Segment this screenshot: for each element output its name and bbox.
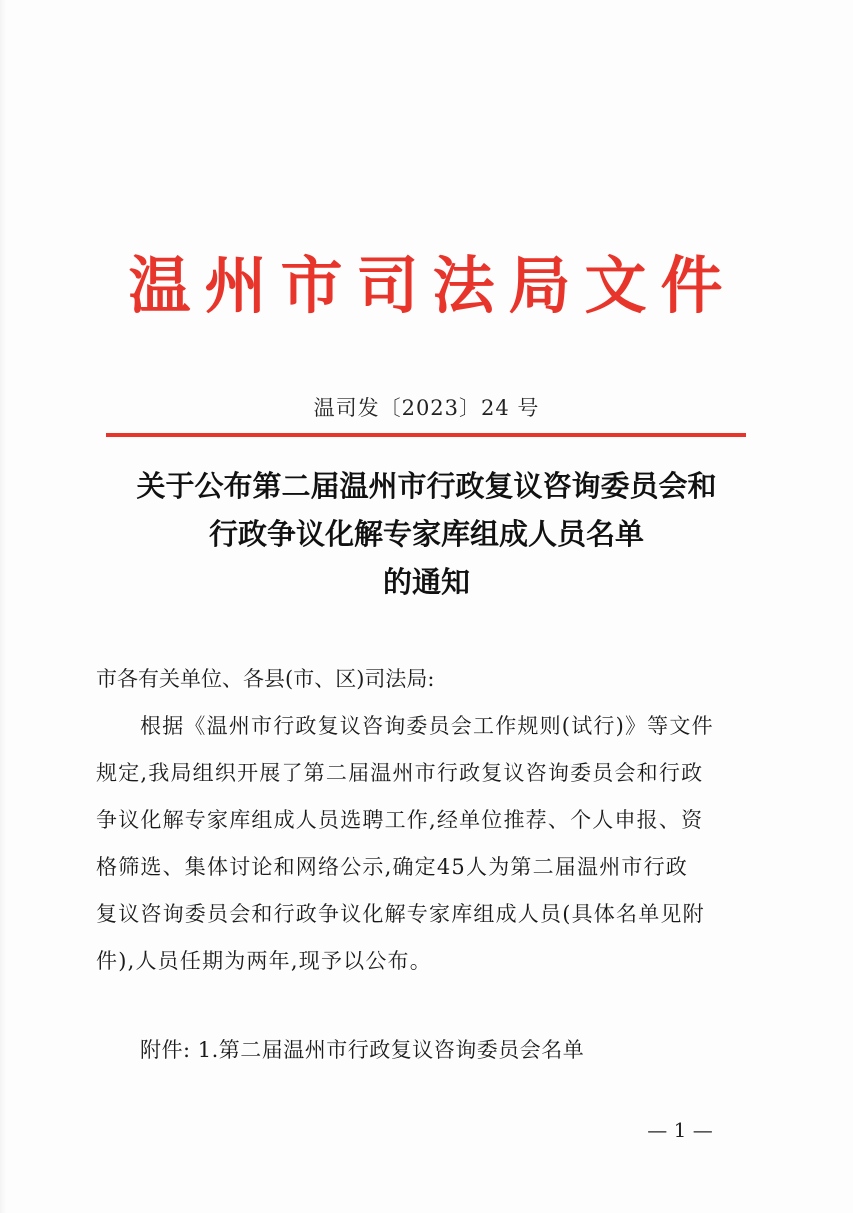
agency-header-title: 温州市司法局文件 <box>128 249 737 322</box>
document-number: 温司发〔2023〕24 号 <box>313 396 540 420</box>
red-divider-line <box>106 433 746 437</box>
addressee: 市各有关单位、各县(市、区)司法局: <box>96 667 435 691</box>
paragraph-line-3: 争议化解专家库组成人员选聘工作,经单位推荐、个人申报、资 <box>96 808 704 832</box>
paragraph-line-5: 复议咨询委员会和行政争议化解专家库组成人员(具体名单见附 <box>96 902 705 926</box>
notice-title <box>80 462 773 606</box>
paragraph-line-6: 件),人员任期为两年,现予以公布。 <box>96 949 432 973</box>
notice-body <box>96 656 756 985</box>
page-number: — 1 — <box>647 1118 713 1142</box>
attachment-line: 附件: 1.第二届温州市行政复议咨询委员会名单 <box>140 1038 585 1062</box>
notice-title-line-3: 的通知 <box>382 565 470 599</box>
notice-title-line-1: 关于公布第二届温州市行政复议咨询委员会和 <box>136 469 717 503</box>
paragraph-line-4: 格筛选、集体讨论和网络公示,确定45人为第二届温州市行政 <box>96 855 688 879</box>
scan-edge-shadow <box>0 0 6 1213</box>
paragraph-line-2: 规定,我局组织开展了第二届温州市行政复议咨询委员会和行政 <box>96 761 704 785</box>
paragraph-line-1: 根据《温州市行政复议咨询委员会工作规则(试行)》等文件 <box>140 714 714 738</box>
notice-title-line-2: 行政争议化解专家库组成人员名单 <box>208 517 644 551</box>
